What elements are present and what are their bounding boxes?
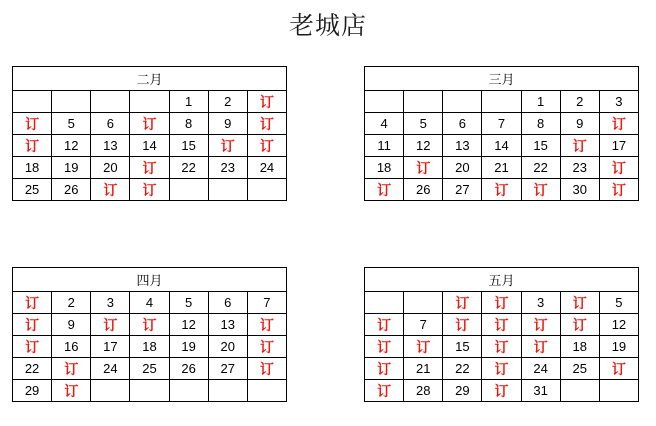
calendar-week-row [365, 135, 639, 157]
calendar-cell-booked[interactable]: 订 [521, 179, 560, 201]
calendar-may [364, 267, 639, 402]
calendar-cell-empty [599, 380, 638, 402]
calendar-cell-day[interactable]: 3 [521, 292, 560, 314]
calendar-week-row [365, 157, 639, 179]
calendar-cell-day[interactable]: 14 [130, 135, 169, 157]
calendar-cell-day[interactable]: 26 [404, 179, 443, 201]
calendar-cell-day[interactable]: 18 [130, 336, 169, 358]
calendar-cell-day[interactable]: 3 [91, 292, 130, 314]
calendar-cell-booked[interactable]: 订 [521, 336, 560, 358]
calendar-cell-booked[interactable]: 订 [365, 358, 404, 380]
calendar-week-row [365, 336, 639, 358]
calendar-cell-day[interactable]: 13 [91, 135, 130, 157]
calendar-cell-booked[interactable]: 订 [365, 336, 404, 358]
calendar-cell-day[interactable]: 18 [560, 336, 599, 358]
calendar-week-row [365, 380, 639, 402]
calendar-cell-day[interactable]: 15 [169, 135, 208, 157]
calendar-cell-empty [13, 91, 52, 113]
month-header: 三月 [365, 67, 639, 91]
calendar-week-row [365, 314, 639, 336]
calendar-cell-booked[interactable]: 订 [482, 380, 521, 402]
calendar-cell-day[interactable]: 1 [521, 91, 560, 113]
calendar-cell-booked[interactable]: 订 [13, 292, 52, 314]
calendar-cell-booked[interactable]: 订 [599, 358, 638, 380]
calendar-cell-day[interactable]: 22 [521, 157, 560, 179]
calendar-cell-booked[interactable]: 订 [130, 179, 169, 201]
calendar-cell-booked[interactable]: 订 [482, 179, 521, 201]
calendar-cell-day[interactable]: 28 [404, 380, 443, 402]
calendar-cell-booked[interactable]: 订 [365, 179, 404, 201]
calendar-cell-day[interactable]: 30 [560, 179, 599, 201]
calendar-cell-empty [247, 179, 286, 201]
calendar-cell-day[interactable]: 12 [52, 135, 91, 157]
calendar-cell-empty [208, 179, 247, 201]
calendar-header-row [13, 67, 287, 91]
calendar-cell-day[interactable]: 2 [52, 292, 91, 314]
calendar-cell-booked[interactable]: 订 [247, 358, 286, 380]
calendar-cell-day[interactable]: 12 [599, 314, 638, 336]
calendar-cell-booked[interactable]: 订 [482, 336, 521, 358]
calendar-cell-day[interactable]: 6 [208, 292, 247, 314]
calendar-cell-booked[interactable]: 订 [247, 336, 286, 358]
calendar-cell-day[interactable]: 29 [13, 380, 52, 402]
calendar-cell-day[interactable]: 24 [247, 157, 286, 179]
calendar-cell-day[interactable]: 18 [13, 157, 52, 179]
calendar-cell-day[interactable]: 22 [169, 157, 208, 179]
calendar-cell-day[interactable]: 9 [208, 113, 247, 135]
calendar-week-row [13, 358, 287, 380]
calendar-cell-day[interactable]: 25 [130, 358, 169, 380]
calendar-cell-day[interactable]: 5 [169, 292, 208, 314]
calendar-cell-empty [91, 380, 130, 402]
calendar-cell-day[interactable]: 21 [404, 358, 443, 380]
calendar-cell-booked[interactable]: 订 [52, 358, 91, 380]
calendar-body [365, 268, 639, 402]
calendar-cell-booked[interactable]: 订 [560, 135, 599, 157]
calendar-week-row [13, 336, 287, 358]
calendar-week-row [13, 380, 287, 402]
calendar-february [12, 66, 287, 201]
calendar-cell-day[interactable]: 9 [52, 314, 91, 336]
calendar-cell-day[interactable]: 18 [365, 157, 404, 179]
calendar-cell-empty [404, 292, 443, 314]
calendar-cell-booked[interactable]: 订 [365, 314, 404, 336]
calendar-cell-day[interactable]: 20 [443, 157, 482, 179]
calendar-cell-empty [208, 380, 247, 402]
month-header: 四月 [13, 268, 287, 292]
calendar-header-row [365, 268, 639, 292]
month-header: 二月 [13, 67, 287, 91]
calendar-cell-booked[interactable]: 订 [13, 336, 52, 358]
calendar-cell-day[interactable]: 1 [169, 91, 208, 113]
calendar-cell-booked[interactable]: 订 [560, 292, 599, 314]
calendar-cell-day[interactable]: 17 [91, 336, 130, 358]
calendar-cell-day[interactable]: 21 [482, 157, 521, 179]
calendar-cell-day[interactable]: 15 [443, 336, 482, 358]
calendar-cell-day[interactable]: 3 [599, 91, 638, 113]
calendar-cell-day[interactable]: 27 [443, 179, 482, 201]
calendar-cell-day[interactable]: 26 [169, 358, 208, 380]
calendar-cell-day[interactable]: 20 [91, 157, 130, 179]
calendar-cell-booked[interactable]: 订 [91, 179, 130, 201]
calendar-cell-day[interactable]: 7 [404, 314, 443, 336]
calendar-cell-empty [52, 91, 91, 113]
calendar-cell-day[interactable]: 5 [52, 113, 91, 135]
calendar-cell-day[interactable]: 7 [482, 113, 521, 135]
calendar-cell-empty [130, 380, 169, 402]
calendar-cell-booked[interactable]: 订 [482, 314, 521, 336]
calendar-cell-day[interactable]: 24 [91, 358, 130, 380]
calendar-cell-booked[interactable]: 订 [52, 380, 91, 402]
calendar-cell-day[interactable]: 31 [521, 380, 560, 402]
calendar-cell-booked[interactable]: 订 [599, 179, 638, 201]
calendar-april [12, 267, 287, 402]
calendar-cell-booked[interactable]: 订 [247, 314, 286, 336]
calendar-cell-day[interactable]: 6 [443, 113, 482, 135]
calendar-cell-empty [443, 91, 482, 113]
calendar-cell-booked[interactable]: 订 [130, 157, 169, 179]
calendar-cell-day[interactable]: 23 [560, 157, 599, 179]
calendar-cell-booked[interactable]: 订 [404, 157, 443, 179]
calendar-cell-booked[interactable]: 订 [13, 135, 52, 157]
calendar-cell-empty [169, 179, 208, 201]
calendar-march [364, 66, 639, 201]
calendar-cell-booked[interactable]: 订 [599, 157, 638, 179]
calendar-body [365, 67, 639, 201]
calendar-cell-booked[interactable]: 订 [365, 380, 404, 402]
calendar-cell-empty [365, 91, 404, 113]
page-title: 老城店 [288, 13, 367, 40]
calendar-cell-day[interactable]: 12 [404, 135, 443, 157]
calendar-cell-day[interactable]: 25 [13, 179, 52, 201]
calendar-week-row [365, 179, 639, 201]
calendar-cell-day[interactable]: 12 [169, 314, 208, 336]
calendar-cell-day[interactable]: 2 [560, 91, 599, 113]
calendar-cell-day[interactable]: 9 [560, 113, 599, 135]
calendar-cell-day[interactable]: 19 [599, 336, 638, 358]
calendar-cell-day[interactable]: 17 [599, 135, 638, 157]
calendar-cell-day[interactable]: 6 [91, 113, 130, 135]
calendar-header-row [13, 268, 287, 292]
calendar-body [13, 268, 287, 402]
calendar-cell-booked[interactable]: 订 [247, 91, 286, 113]
month-header: 五月 [365, 268, 639, 292]
calendar-cell-booked[interactable]: 订 [482, 358, 521, 380]
calendar-cell-day[interactable]: 29 [443, 380, 482, 402]
calendar-cell-booked[interactable]: 订 [443, 314, 482, 336]
calendar-cell-day[interactable]: 8 [521, 113, 560, 135]
calendar-week-row [13, 157, 287, 179]
calendar-cell-empty [404, 91, 443, 113]
calendar-cell-day[interactable]: 19 [52, 157, 91, 179]
calendar-cell-day[interactable]: 15 [521, 135, 560, 157]
calendar-cell-booked[interactable]: 订 [13, 314, 52, 336]
calendar-cell-day[interactable]: 22 [443, 358, 482, 380]
calendar-cell-day[interactable]: 14 [482, 135, 521, 157]
calendar-cell-day[interactable]: 23 [208, 157, 247, 179]
calendar-header-row [365, 67, 639, 91]
calendar-cell-day[interactable]: 27 [208, 358, 247, 380]
calendar-cell-booked[interactable]: 订 [91, 314, 130, 336]
calendar-cell-day[interactable]: 20 [208, 336, 247, 358]
calendar-cell-day[interactable]: 11 [365, 135, 404, 157]
calendar-cell-booked[interactable]: 订 [130, 314, 169, 336]
calendar-cell-booked[interactable]: 订 [599, 113, 638, 135]
calendar-week-row [365, 91, 639, 113]
calendar-cell-booked[interactable]: 订 [404, 336, 443, 358]
calendar-week-row [365, 292, 639, 314]
calendar-cell-day[interactable]: 26 [52, 179, 91, 201]
calendar-cell-day[interactable]: 13 [443, 135, 482, 157]
calendar-cell-booked[interactable]: 订 [482, 292, 521, 314]
calendar-week-row [365, 113, 639, 135]
calendar-cell-booked[interactable]: 订 [247, 135, 286, 157]
calendar-cell-booked[interactable]: 订 [560, 314, 599, 336]
calendar-cell-empty [560, 380, 599, 402]
calendar-week-row [13, 179, 287, 201]
calendar-cell-day[interactable]: 5 [404, 113, 443, 135]
calendar-cell-booked[interactable]: 订 [247, 113, 286, 135]
calendar-cell-day[interactable]: 13 [208, 314, 247, 336]
calendar-cell-booked[interactable]: 订 [130, 113, 169, 135]
calendar-cell-day[interactable]: 7 [247, 292, 286, 314]
calendar-cell-booked[interactable]: 订 [521, 314, 560, 336]
calendar-cell-empty [247, 380, 286, 402]
calendar-cell-day[interactable]: 2 [208, 91, 247, 113]
calendar-week-row [13, 91, 287, 113]
calendar-cell-day[interactable]: 5 [599, 292, 638, 314]
calendar-week-row [365, 358, 639, 380]
calendar-cell-empty [130, 91, 169, 113]
calendar-cell-booked[interactable]: 订 [443, 292, 482, 314]
calendar-cell-day[interactable]: 25 [560, 358, 599, 380]
calendar-cell-day[interactable]: 19 [169, 336, 208, 358]
calendar-cell-empty [365, 292, 404, 314]
calendar-cell-day[interactable]: 4 [130, 292, 169, 314]
calendar-cell-day[interactable]: 22 [13, 358, 52, 380]
calendar-cell-booked[interactable]: 订 [13, 113, 52, 135]
calendar-week-row [13, 292, 287, 314]
calendar-week-row [13, 113, 287, 135]
calendar-body [13, 67, 287, 201]
calendar-cell-day[interactable]: 8 [169, 113, 208, 135]
calendar-cell-empty [169, 380, 208, 402]
calendar-cell-day[interactable]: 4 [365, 113, 404, 135]
calendar-week-row [13, 314, 287, 336]
calendar-cell-empty [91, 91, 130, 113]
calendar-week-row [13, 135, 287, 157]
calendar-cell-booked[interactable]: 订 [208, 135, 247, 157]
calendar-cell-empty [482, 91, 521, 113]
calendar-cell-day[interactable]: 16 [52, 336, 91, 358]
calendar-cell-day[interactable]: 24 [521, 358, 560, 380]
